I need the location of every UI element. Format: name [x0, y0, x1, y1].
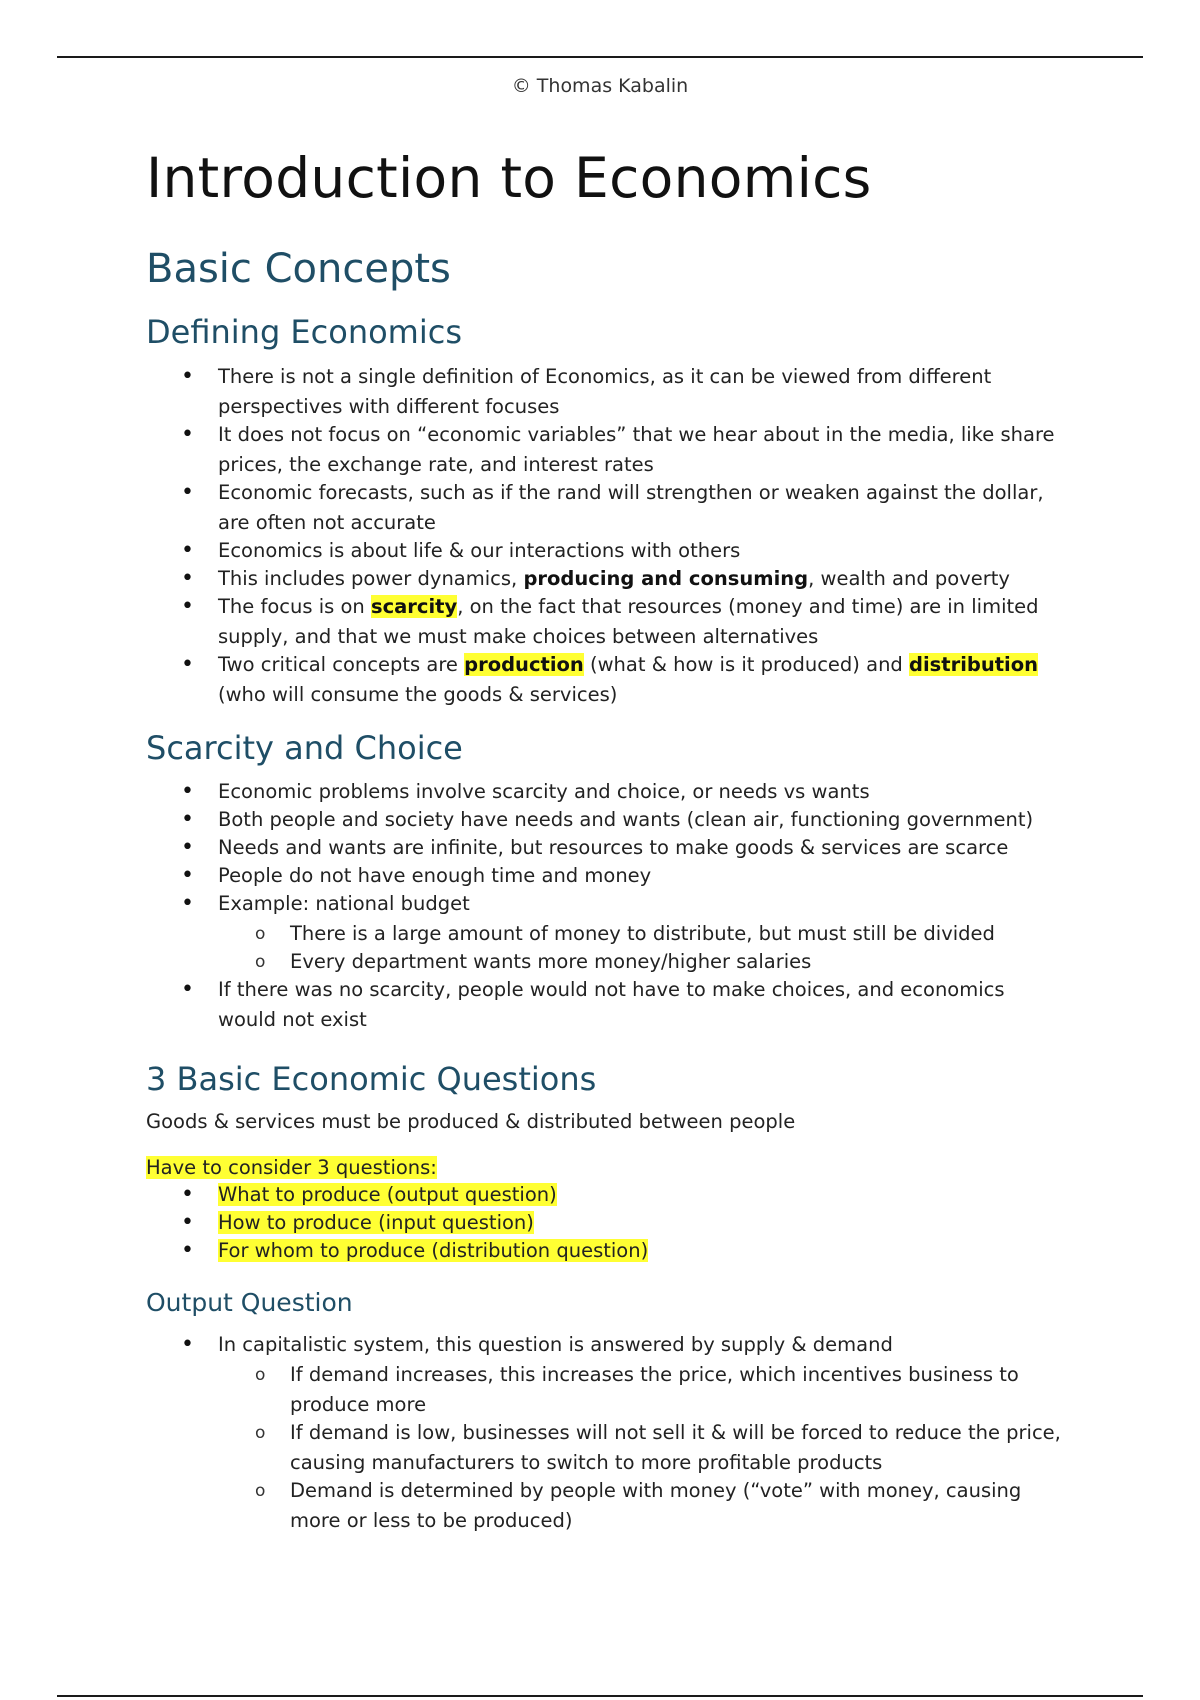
- copyright-header: © Thomas Kabalin: [511, 75, 689, 97]
- list-item: [146, 650, 1066, 710]
- highlighted-text: How to produce (input question): [218, 1211, 534, 1234]
- highlighted-text: For whom to produce (distribution question): [218, 1239, 649, 1262]
- sub-list: [218, 919, 1066, 977]
- list-item: • Economic problems involve scarcity and choice, or needs vs wants: [146, 777, 1066, 807]
- list-item: [146, 1180, 1066, 1210]
- sub-list-item: o If demand increases, this increases the price, which incentives business to produce more: [218, 1360, 1066, 1420]
- questions-intro: Goods & services must be produced & distributed between people: [146, 1110, 796, 1133]
- text-fragment: This includes power dynamics,: [218, 567, 524, 590]
- list-item: • Needs and wants are infinite, but resources to make goods & services are scarce: [146, 833, 1066, 863]
- output-question-list: [146, 1330, 1066, 1534]
- footer-rule: [57, 1695, 1143, 1697]
- defining-economics-list: [146, 362, 1066, 708]
- heading-scarcity-and-choice: Scarcity and Choice: [146, 729, 463, 767]
- text-fragment: Example: national budget: [218, 892, 470, 915]
- list-item: • Both people and society have needs and wants (clean air, functioning government): [146, 805, 1066, 835]
- list-item: • If there was no scarcity, people would not have to make choices, and economics would not exist: [146, 975, 1066, 1035]
- sub-list-item: o If demand is low, businesses will not sell it & will be forced to reduce the price, causing manufacturers to switch to more profitable products: [218, 1418, 1066, 1478]
- text-fragment: In capitalistic system, this question is answered by supply & demand: [218, 1333, 893, 1356]
- list-item: [146, 1208, 1066, 1238]
- highlighted-term: scarcity: [370, 595, 458, 618]
- highlighted-term: production: [464, 653, 584, 676]
- list-item: [146, 1330, 1066, 1536]
- text-fragment: The focus is on: [218, 595, 371, 618]
- list-item: • It does not focus on “economic variables” that we hear about in the media, like share prices, the exchange rate, and interest rates: [146, 420, 1066, 480]
- heading-basic-economic-questions: 3 Basic Economic Questions: [146, 1060, 597, 1098]
- list-item: • People do not have enough time and money: [146, 861, 1066, 891]
- highlighted-text: What to produce (output question): [218, 1183, 557, 1206]
- document-title: Introduction to Economics: [146, 146, 872, 210]
- highlighted-text: Have to consider 3 questions:: [146, 1156, 437, 1179]
- sub-list-item: o Every department wants more money/higher salaries: [218, 947, 1066, 977]
- heading-output-question: Output Question: [146, 1288, 353, 1317]
- sub-list-item: o Demand is determined by people with money (“vote” with money, causing more or less to be produced): [218, 1476, 1066, 1536]
- questions-consider: [146, 1153, 437, 1183]
- heading-defining-economics: Defining Economics: [146, 313, 462, 351]
- list-item: [146, 889, 1066, 977]
- bold-term: producing and consuming: [523, 567, 809, 590]
- sub-list-item: o There is a large amount of money to distribute, but must still be divided: [218, 919, 1066, 949]
- sub-list: [218, 1360, 1066, 1536]
- highlighted-term: distribution: [909, 653, 1039, 676]
- text-fragment: (what & how is it produced) and: [583, 653, 910, 676]
- text-fragment: (who will consume the goods & services): [218, 683, 618, 706]
- text-fragment: , wealth and poverty: [808, 567, 1010, 590]
- basic-questions-list: [146, 1180, 1066, 1264]
- header-rule: [57, 56, 1143, 58]
- list-item: [146, 1236, 1066, 1266]
- list-item: [146, 564, 1066, 594]
- list-item: [146, 592, 1066, 652]
- list-item: • Economics is about life & our interactions with others: [146, 536, 1066, 566]
- text-fragment: Two critical concepts are: [218, 653, 465, 676]
- text-fragment: , on the fact that resources (money and time) are in limited supply, and that we must make choices between alternatives: [218, 595, 1039, 648]
- list-item: • There is not a single definition of Economics, as it can be viewed from different perspectives with different focuses: [146, 362, 1066, 422]
- section-heading-basic-concepts: Basic Concepts: [146, 246, 451, 292]
- scarcity-list: [146, 777, 1066, 1033]
- list-item: • Economic forecasts, such as if the rand will strengthen or weaken against the dollar, are often not accurate: [146, 478, 1066, 538]
